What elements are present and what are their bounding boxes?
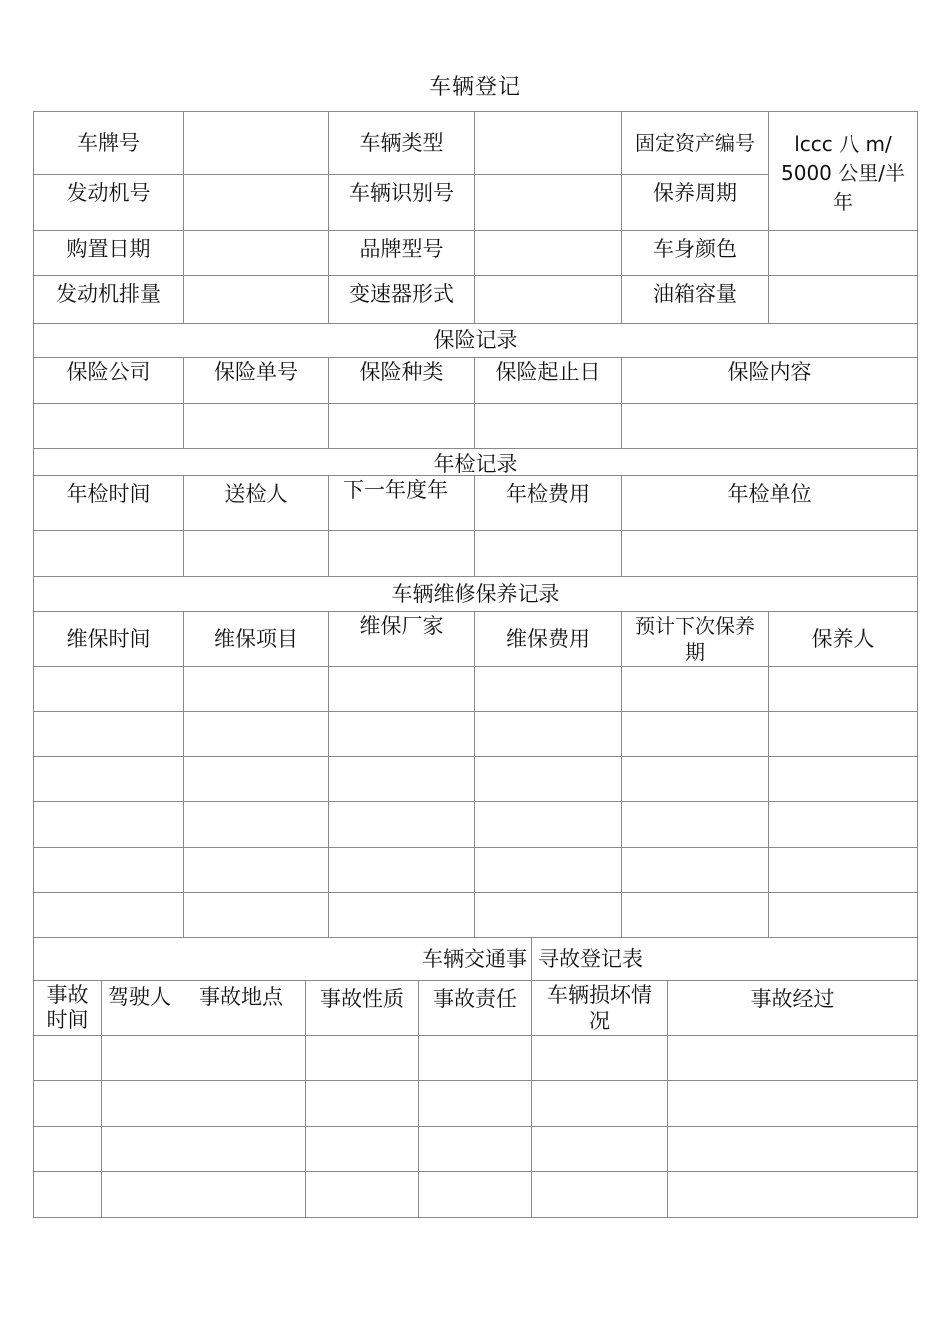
insurance-header: 保险起止日 bbox=[475, 358, 622, 404]
maintenance-cell[interactable] bbox=[184, 667, 329, 712]
accident-cell[interactable] bbox=[102, 1081, 306, 1127]
maintenance-cell[interactable] bbox=[622, 893, 769, 938]
inspection-header: 年检时间 bbox=[34, 476, 184, 531]
maintenance-cell[interactable] bbox=[34, 893, 184, 938]
maintenance-cell[interactable] bbox=[329, 848, 475, 893]
maintenance-cell[interactable] bbox=[475, 757, 622, 802]
maintenance-header: 预计下次保养期 bbox=[622, 612, 769, 667]
inspection-section-title: 年检记录 bbox=[34, 449, 918, 476]
purchase-label: 购置日期 bbox=[34, 231, 184, 276]
engine-value[interactable] bbox=[184, 175, 329, 231]
accident-cell[interactable] bbox=[419, 1036, 532, 1081]
accident-cell[interactable] bbox=[532, 1036, 668, 1081]
purchase-value[interactable] bbox=[184, 231, 329, 276]
maintenance-cell[interactable] bbox=[622, 848, 769, 893]
maintenance-cell[interactable] bbox=[34, 802, 184, 848]
accident-cell[interactable] bbox=[668, 1081, 918, 1127]
maintenance-cell[interactable] bbox=[622, 757, 769, 802]
maintenance-cell[interactable] bbox=[329, 667, 475, 712]
inspection-cell[interactable] bbox=[329, 531, 475, 577]
inspection-cell[interactable] bbox=[184, 531, 329, 577]
type-label: 车辆类型 bbox=[329, 112, 475, 175]
maintenance-cell[interactable] bbox=[184, 802, 329, 848]
accident-header: 事故性质 bbox=[306, 981, 419, 1036]
service-period-label: 保养周期 bbox=[622, 175, 769, 231]
accident-cell[interactable] bbox=[34, 1172, 102, 1218]
accident-table bbox=[33, 937, 918, 1218]
maintenance-cell[interactable] bbox=[184, 757, 329, 802]
maintenance-cell[interactable] bbox=[622, 712, 769, 757]
accident-cell[interactable] bbox=[668, 1036, 918, 1081]
maintenance-cell[interactable] bbox=[329, 757, 475, 802]
insurance-header: 保险内容 bbox=[622, 358, 918, 404]
accident-cell[interactable] bbox=[419, 1172, 532, 1218]
tank-value[interactable] bbox=[769, 276, 918, 324]
maintenance-section-title: 车辆维修保养记录 bbox=[34, 577, 918, 612]
insurance-section-title: 保险记录 bbox=[34, 324, 918, 358]
accident-section-title-a: 车辆交通事 bbox=[34, 938, 532, 981]
inspection-header: 年检单位 bbox=[622, 476, 918, 531]
accident-header-driver-location bbox=[102, 981, 306, 1036]
maintenance-header: 维保项目 bbox=[184, 612, 329, 667]
color-label: 车身颜色 bbox=[622, 231, 769, 276]
accident-header: 事故经过 bbox=[668, 981, 918, 1036]
accident-cell[interactable] bbox=[306, 1172, 419, 1218]
maintenance-cell[interactable] bbox=[475, 802, 622, 848]
insurance-header: 保险种类 bbox=[329, 358, 475, 404]
accident-cell[interactable] bbox=[306, 1081, 419, 1127]
accident-cell[interactable] bbox=[532, 1081, 668, 1127]
accident-section-title-b: 寻故登记表 bbox=[532, 938, 918, 981]
displacement-label: 发动机排量 bbox=[34, 276, 184, 324]
vehicle-registration-table bbox=[33, 111, 918, 938]
accident-header: 驾驶人 bbox=[108, 985, 171, 1009]
maintenance-cell[interactable] bbox=[769, 893, 918, 938]
maintenance-cell[interactable] bbox=[769, 667, 918, 712]
inspection-cell[interactable] bbox=[622, 531, 918, 577]
insurance-cell[interactable] bbox=[34, 404, 184, 449]
maintenance-cell[interactable] bbox=[475, 893, 622, 938]
plate-value[interactable] bbox=[184, 112, 329, 175]
maintenance-cell[interactable] bbox=[34, 757, 184, 802]
accident-cell[interactable] bbox=[668, 1172, 918, 1218]
page-title: 车辆登记 bbox=[428, 75, 521, 100]
maintenance-cell[interactable] bbox=[475, 712, 622, 757]
insurance-header: 保险单号 bbox=[184, 358, 329, 404]
maintenance-cell[interactable] bbox=[34, 712, 184, 757]
maintenance-cell[interactable] bbox=[475, 667, 622, 712]
maintenance-header: 维保时间 bbox=[34, 612, 184, 667]
maintenance-cell[interactable] bbox=[329, 712, 475, 757]
vin-label: 车辆识别号 bbox=[329, 175, 475, 231]
maintenance-cell[interactable] bbox=[34, 848, 184, 893]
maintenance-cell[interactable] bbox=[34, 667, 184, 712]
accident-cell[interactable] bbox=[102, 1036, 306, 1081]
insurance-cell[interactable] bbox=[622, 404, 918, 449]
maintenance-cell[interactable] bbox=[184, 712, 329, 757]
type-value[interactable] bbox=[475, 112, 622, 175]
maintenance-header: 维保厂家 bbox=[329, 612, 475, 667]
brand-label: 品牌型号 bbox=[329, 231, 475, 276]
accident-cell[interactable] bbox=[419, 1127, 532, 1172]
accident-header: 事故地点 bbox=[199, 985, 283, 1009]
color-value[interactable] bbox=[769, 231, 918, 276]
maintenance-cell[interactable] bbox=[184, 848, 329, 893]
accident-header: 事故责任 bbox=[419, 981, 532, 1036]
accident-header: 事故时间 bbox=[34, 981, 102, 1036]
maintenance-cell[interactable] bbox=[769, 848, 918, 893]
inspection-header: 送检人 bbox=[184, 476, 329, 531]
accident-cell[interactable] bbox=[532, 1127, 668, 1172]
plate-label: 车牌号 bbox=[34, 112, 184, 175]
accident-cell[interactable] bbox=[532, 1172, 668, 1218]
maintenance-cell[interactable] bbox=[184, 893, 329, 938]
maintenance-cell[interactable] bbox=[622, 667, 769, 712]
maintenance-header: 保养人 bbox=[769, 612, 918, 667]
inspection-header: 下一年度年 bbox=[329, 476, 475, 531]
inspection-header: 年检费用 bbox=[475, 476, 622, 531]
accident-cell[interactable] bbox=[102, 1172, 306, 1218]
accident-cell[interactable] bbox=[34, 1081, 102, 1127]
brand-value[interactable] bbox=[475, 231, 622, 276]
accident-cell[interactable] bbox=[34, 1036, 102, 1081]
accident-cell[interactable] bbox=[668, 1127, 918, 1172]
maintenance-cell[interactable] bbox=[769, 802, 918, 848]
accident-cell[interactable] bbox=[306, 1036, 419, 1081]
insurance-cell[interactable] bbox=[184, 404, 329, 449]
insurance-cell[interactable] bbox=[475, 404, 622, 449]
maintenance-cell[interactable] bbox=[769, 757, 918, 802]
accident-cell[interactable] bbox=[419, 1081, 532, 1127]
accident-cell[interactable] bbox=[102, 1127, 306, 1172]
displacement-value[interactable] bbox=[184, 276, 329, 324]
gearbox-label: 变速器形式 bbox=[329, 276, 475, 324]
maintenance-cell[interactable] bbox=[329, 802, 475, 848]
maintenance-cell[interactable] bbox=[475, 848, 622, 893]
accident-header: 车辆损坏情况 bbox=[532, 981, 668, 1036]
vin-value[interactable] bbox=[475, 175, 622, 231]
engine-label: 发动机号 bbox=[34, 175, 184, 231]
insurance-header: 保险公司 bbox=[34, 358, 184, 404]
insurance-cell[interactable] bbox=[329, 404, 475, 449]
maintenance-cell[interactable] bbox=[622, 802, 769, 848]
inspection-cell[interactable] bbox=[475, 531, 622, 577]
accident-cell[interactable] bbox=[306, 1127, 419, 1172]
accident-cell[interactable] bbox=[34, 1127, 102, 1172]
maintenance-cell[interactable] bbox=[769, 712, 918, 757]
maintenance-header: 维保费用 bbox=[475, 612, 622, 667]
inspection-cell[interactable] bbox=[34, 531, 184, 577]
tank-label: 油箱容量 bbox=[622, 276, 769, 324]
service-period-value[interactable]: lccc 八 m/ 5000 公里/半年 bbox=[769, 112, 918, 231]
gearbox-value[interactable] bbox=[475, 276, 622, 324]
maintenance-cell[interactable] bbox=[329, 893, 475, 938]
asset-label: 固定资产编号 bbox=[622, 112, 769, 175]
